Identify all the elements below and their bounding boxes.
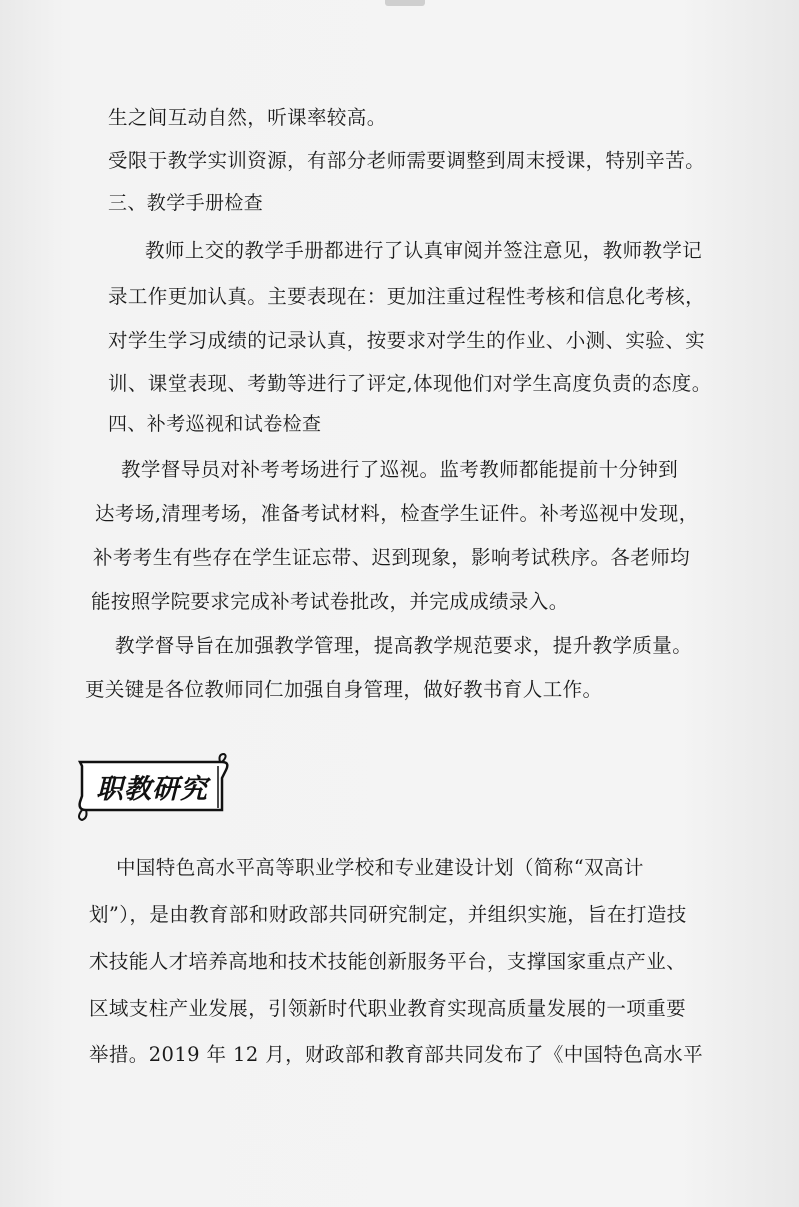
paragraph-line: 达考场,清理考场，准备考试材料，检查学生证件。补考巡视中发现，: [95, 502, 699, 525]
paragraph-line: 受限于教学实训资源，有部分老师需要调整到周末授课，特别辛苦。: [108, 149, 706, 172]
paragraph-line: 中国特色高水平高等职业学校和专业建设计划（简称“双高计: [116, 856, 644, 879]
paragraph-line: 能按照学院要求完成补考试卷批改，并完成成绩录入。: [91, 590, 569, 613]
section-heading: 四、补考巡视和试卷检查: [108, 413, 322, 435]
page-top-mark: [385, 0, 425, 6]
paragraph-line: 举措。2019 年 12 月，财政部和教育部共同发布了《中国特色高水平: [89, 1043, 704, 1066]
paragraph-line: 生之间互动自然，听课率较高。: [108, 106, 387, 129]
paragraph-line: 教学督导旨在加强教学管理，提高教学规范要求，提升教学质量。: [115, 634, 693, 657]
paragraph-line: 更关键是各位教师同仁加强自身管理，做好教书育人工作。: [85, 678, 603, 701]
paragraph-line: 录工作更加认真。主要表现在：更加注重过程性考核和信息化考核，: [108, 285, 706, 308]
paragraph-line: 区域支柱产业发展，引领新时代职业教育实现高质量发展的一项重要: [89, 997, 687, 1020]
section-heading: 三、教学手册检查: [108, 192, 264, 214]
paragraph-line: 术技能人才培养高地和技术技能创新服务平台，支撑国家重点产业、: [89, 950, 687, 973]
paragraph-line: 对学生学习成绩的记录认真，按要求对学生的作业、小测、实验、实: [108, 329, 706, 352]
paragraph-line: 划”），是由教育部和财政部共同研究制定，并组织实施，旨在打造技: [89, 903, 687, 926]
paragraph-line: 训、课堂表现、考勤等进行了评定,体现他们对学生高度负责的态度。: [108, 372, 712, 395]
paragraph-line: 教师上交的教学手册都进行了认真审阅并签注意见，教师教学记: [145, 239, 703, 262]
banner-title: 职教研究: [96, 774, 208, 805]
paragraph-line: 补考考生有些存在学生证忘带、迟到现象，影响考试秩序。各老师均: [93, 546, 691, 569]
paragraph-line: 教学督导员对补考考场进行了巡视。监考教师都能提前十分钟到: [121, 458, 679, 481]
section-banner: [72, 752, 232, 822]
